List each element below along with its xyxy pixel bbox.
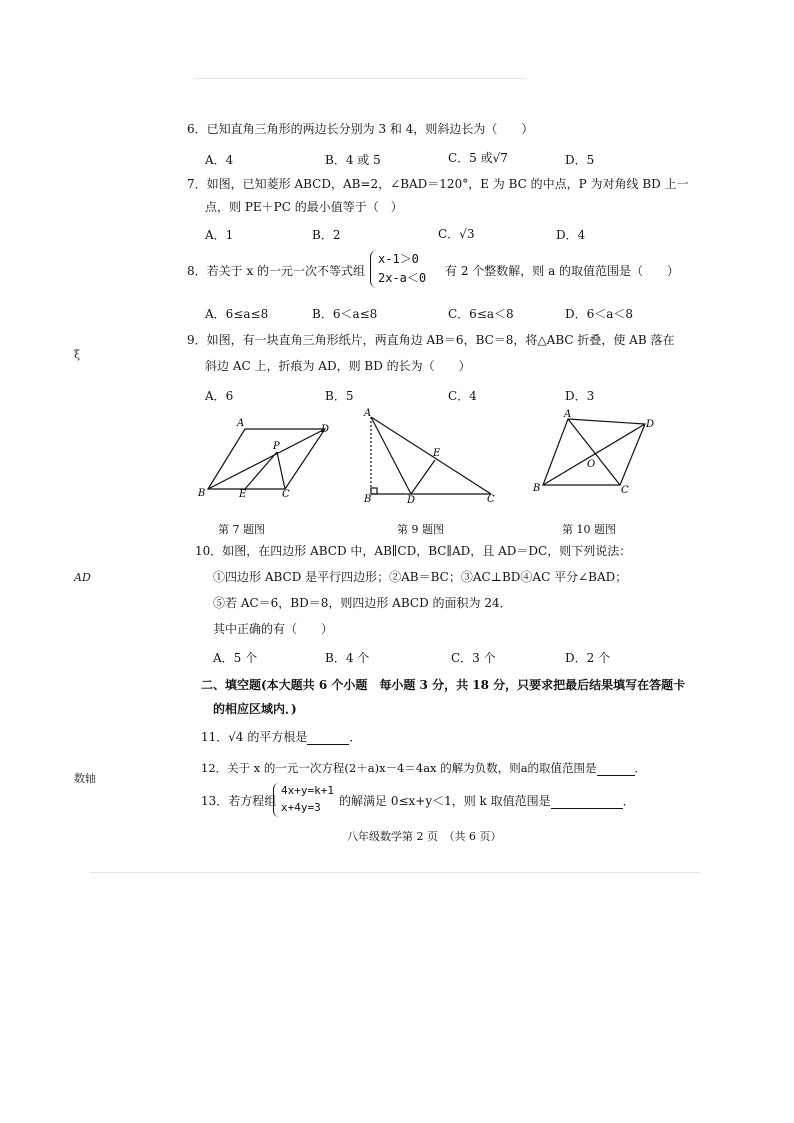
question-9-line1: 9．如图，有一块直角三角形纸片，两直角边 AB＝6，BC＝8，将△ABC 折叠，使 AB 落在	[187, 333, 675, 347]
question-7-line2: 点，则 PE＋PC 的最小值等于（ ）	[205, 200, 403, 214]
fig7-label-e: E	[239, 489, 247, 500]
q8-option-b: B．6＜a≤8	[312, 307, 378, 321]
q8-option-a: A．6≤a≤8	[205, 307, 269, 321]
q9-option-a: A．6	[205, 389, 234, 403]
question-11	[201, 729, 361, 745]
fig10-label-o: O	[587, 459, 596, 470]
fig10-label-b: B	[533, 483, 541, 494]
question-7-line1: 7．如图，已知菱形 ABCD，AB=2，∠BAD＝120°，E 为 BC 的中点，P 为对角线 BD 上一	[187, 177, 689, 191]
section-2-heading-line1: 二、填空题(本大题共 6 个小题 每小题 3 分，共 18 分，只要求把最后结果填写在答题卡	[201, 678, 686, 692]
fig9-label-e: E	[433, 448, 441, 459]
question-12-text: 12．关于 x 的一元一次方程(2＋a)x－4＝4ax 的解为负数，则a的取值范围是	[201, 761, 597, 775]
figure-10	[530, 405, 660, 500]
q10-option-b: B．4 个	[325, 651, 370, 665]
fig7-label-b: B	[198, 488, 206, 499]
question-11-text: 11．√4 的平方根是	[201, 730, 308, 744]
q10-option-d: D．2 个	[565, 651, 611, 665]
question-8-after: 有 2 个整数解，则 a 的取值范围是（ ）	[445, 264, 680, 278]
q10-option-a: A．5 个	[213, 651, 258, 665]
q6-option-b: B．4 或 5	[325, 153, 381, 167]
q10-option-c: C．3 个	[451, 651, 496, 665]
q8-option-d: D．6＜a＜8	[565, 307, 634, 321]
answer-blank	[307, 744, 349, 745]
question-8-before: 8．若关于 x 的一元一次不等式组	[187, 264, 366, 278]
fig7-label-d: D	[321, 424, 330, 435]
q6-option-d: D．5	[565, 153, 595, 167]
q7-option-a: A．1	[205, 228, 234, 242]
question-12-end: ．	[634, 761, 647, 775]
section-2-heading-line2: 的相应区域内．)	[213, 702, 297, 716]
answer-blank	[551, 808, 623, 809]
question-9-line2: 斜边 AC 上，折痕为 AD，则 BD 的长为（ ）	[205, 359, 471, 373]
question-13-after-wrap	[339, 793, 635, 809]
fig9-label-a: A	[364, 408, 372, 419]
scan-line-top	[195, 78, 525, 79]
answer-blank	[597, 775, 635, 776]
fig7-label-p: P	[273, 441, 280, 452]
figure-10-caption: 第 10 题图	[562, 523, 616, 536]
fig9-label-c: C	[487, 494, 495, 505]
margin-mark: ξ	[74, 348, 81, 361]
q7-option-b: B．2	[312, 228, 341, 242]
question-13-after: 的解满足 0≤x+y＜1，则 k 取值范围是	[339, 794, 551, 808]
brace-q13	[273, 783, 279, 817]
brace-q8	[370, 250, 377, 288]
question-10-line4: 其中正确的有（ ）	[213, 622, 334, 636]
question-12	[201, 760, 646, 776]
q13-equation-1: 4x+y=k+1	[281, 784, 334, 797]
figure-7-caption: 第 7 题图	[218, 523, 265, 536]
question-10-line1: 10．如图，在四边形 ABCD 中，AB∥CD，BC∥AD，且 AD＝DC，则下列说法：	[195, 544, 632, 558]
q6-option-c: C．5 或√7	[448, 151, 508, 165]
question-13-before: 13．若方程组	[201, 794, 277, 808]
q7-option-c: C．√3	[438, 227, 475, 241]
figure-9-caption: 第 9 题图	[397, 523, 444, 536]
q6-option-a: A．4	[205, 153, 234, 167]
page-footer: 八年级数学第 2 页 （共 6 页）	[347, 830, 502, 843]
fig7-label-a: A	[237, 418, 245, 429]
q8-inequality-1: x-1＞0	[378, 252, 419, 266]
fig7-label-c: C	[282, 489, 290, 500]
question-11-end: ．	[349, 730, 362, 744]
margin-mark: 数轴	[74, 772, 96, 785]
fig10-label-c: C	[621, 485, 629, 496]
question-6-stem: 6．已知直角三角形的两边长分别为 3 和 4，则斜边长为（ ）	[187, 122, 534, 136]
fig9-label-d: D	[407, 495, 416, 505]
q9-option-d: D．3	[565, 389, 595, 403]
figure-7	[195, 415, 340, 505]
figure-9	[355, 405, 505, 505]
scan-line-bottom	[90, 872, 700, 873]
q9-option-c: C．4	[448, 389, 477, 403]
fig10-label-a: A	[564, 409, 572, 420]
q9-option-b: B．5	[325, 389, 354, 403]
question-10-line2: ①四边形 ABCD 是平行四边形；②AB＝BC；③AC⊥BD④AC 平分∠BAD；	[213, 570, 628, 584]
question-10-line3: ⑤若 AC＝6，BD＝8，则四边形 ABCD 的面积为 24．	[213, 596, 512, 610]
fig9-label-b: B	[364, 494, 372, 505]
q8-inequality-2: 2x-a＜0	[378, 271, 427, 285]
q8-option-c: C．6≤a＜8	[448, 307, 514, 321]
q13-equation-2: x+4y=3	[281, 801, 321, 814]
fig10-label-d: D	[646, 419, 655, 430]
q7-option-d: D．4	[556, 228, 586, 242]
margin-mark: AD	[74, 571, 91, 584]
question-13-end: ．	[622, 794, 635, 808]
